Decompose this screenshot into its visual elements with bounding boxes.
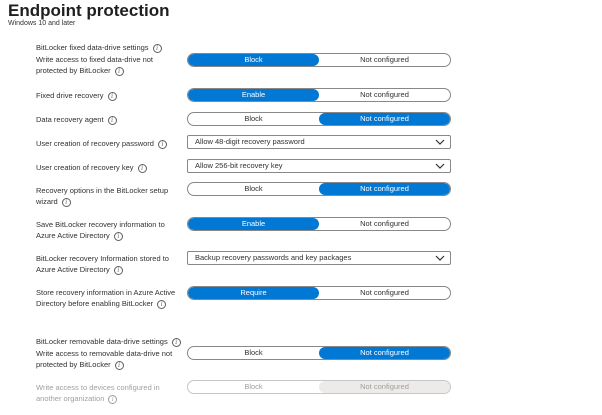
info-icon[interactable]: i	[115, 361, 124, 370]
page-title: Endpoint protection	[8, 1, 170, 20]
toggle-option-require[interactable]: Require	[188, 287, 319, 299]
info-icon[interactable]: i	[172, 338, 181, 347]
toggle-option-enable[interactable]: Enable	[188, 218, 319, 230]
info-icon[interactable]: i	[114, 232, 123, 241]
info-icon[interactable]: i	[115, 67, 124, 76]
dropdown-value: Allow 256-bit recovery key	[195, 161, 283, 170]
toggle-option-not-configured[interactable]: Not configured	[319, 113, 450, 125]
info-icon: i	[108, 395, 117, 404]
store-before-enabling-label: Store recovery information in Azure Active Directory before enabling BitLocker i	[36, 288, 176, 308]
toggle-option-block[interactable]: Block	[188, 54, 319, 66]
toggle-option-enable[interactable]: Enable	[188, 89, 319, 101]
info-icon[interactable]: i	[108, 116, 117, 125]
toggle-option-block[interactable]: Block	[244, 184, 263, 193]
fixed-write-access-label: Write access to fixed data-drive not protected by BitLocker i	[36, 55, 153, 75]
info-icon[interactable]: i	[108, 92, 117, 101]
toggle-option-not-configured[interactable]: Not configured	[319, 347, 450, 359]
recovery-key-dropdown[interactable]	[187, 159, 451, 173]
toggle-option-not-configured[interactable]: Not configured	[360, 219, 409, 228]
data-recovery-agent-toggle[interactable]	[187, 112, 451, 126]
recovery-key-label: User creation of recovery key i	[36, 162, 178, 173]
info-icon[interactable]: i	[158, 140, 167, 149]
toggle-option-block[interactable]: Block	[244, 348, 263, 357]
info-icon[interactable]: i	[138, 164, 147, 173]
other-org-label: Write access to devices configured in another organization i	[36, 383, 160, 403]
fixed-drive-recovery-toggle[interactable]	[187, 88, 451, 102]
info-stored-dropdown[interactable]	[187, 251, 451, 265]
chevron-down-icon	[435, 138, 445, 146]
chevron-down-icon	[435, 254, 445, 262]
info-stored-label: BitLocker recovery Information stored to Azure Active Directory i	[36, 254, 169, 274]
fixed-drive-recovery-label: Fixed drive recovery i	[36, 90, 178, 101]
info-icon[interactable]: i	[157, 300, 166, 309]
other-org-toggle	[187, 380, 451, 394]
recovery-password-dropdown[interactable]	[187, 135, 451, 149]
store-before-enabling-toggle[interactable]	[187, 286, 451, 300]
dropdown-value: Allow 48-digit recovery password	[195, 137, 305, 146]
fixed-drive-section-heading: BitLocker fixed data-drive settings i	[36, 42, 162, 53]
dropdown-value: Backup recovery passwords and key packages	[195, 253, 352, 262]
info-icon[interactable]: i	[114, 266, 123, 275]
data-recovery-agent-label: Data recovery agent i	[36, 114, 178, 125]
toggle-option-not-configured[interactable]: Not configured	[360, 90, 409, 99]
removable-drive-section-heading: BitLocker removable data-drive settings i	[36, 336, 181, 347]
recovery-options-label: Recovery options in the BitLocker setup wizard i	[36, 186, 169, 206]
toggle-option-not-configured[interactable]: Not configured	[360, 288, 409, 297]
removable-write-access-label: Write access to removable data-drive not protected by BitLocker i	[36, 349, 173, 369]
toggle-option-block[interactable]: Block	[244, 114, 263, 123]
page-subtitle: Windows 10 and later	[8, 20, 76, 27]
toggle-option-not-configured[interactable]: Not configured	[360, 55, 409, 64]
toggle-option-block: Block	[244, 382, 263, 391]
chevron-down-icon	[435, 162, 445, 170]
info-icon[interactable]: i	[62, 198, 71, 207]
save-to-aad-label: Save BitLocker recovery information to Azure Active Directory i	[36, 220, 165, 240]
info-icon[interactable]: i	[153, 44, 162, 53]
fixed-write-access-toggle[interactable]	[187, 53, 451, 67]
recovery-options-toggle[interactable]	[187, 182, 451, 196]
recovery-password-label: User creation of recovery password i	[36, 138, 191, 149]
removable-write-access-toggle[interactable]	[187, 346, 451, 360]
toggle-option-not-configured[interactable]: Not configured	[319, 183, 450, 195]
save-to-aad-toggle[interactable]	[187, 217, 451, 231]
toggle-option-not-configured: Not configured	[319, 381, 450, 393]
